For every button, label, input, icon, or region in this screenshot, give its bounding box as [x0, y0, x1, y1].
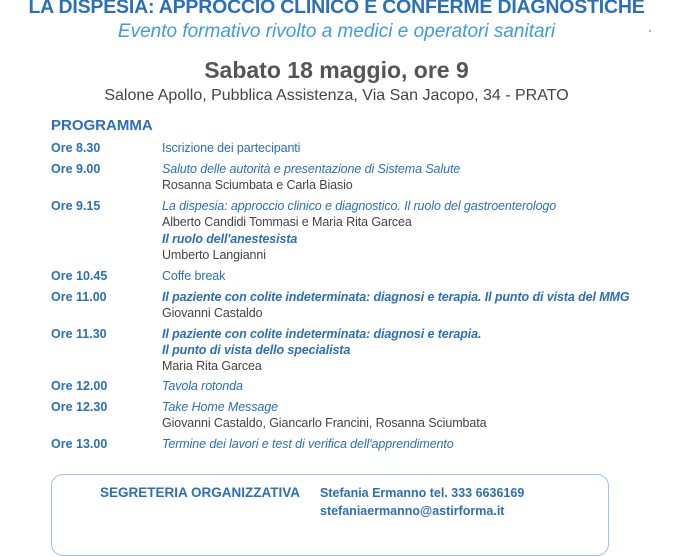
program-line: Il paziente con colite indeterminata: diagnosi e terapia. Il punto di vista del MMG	[162, 290, 630, 304]
program-line: Saluto delle autorità e presentazione di Sistema Salute	[162, 162, 461, 176]
program-line: Iscrizione dei partecipanti	[162, 141, 301, 155]
time-label: Ore 11.00	[51, 290, 107, 304]
program-line: Il punto di vista dello specialista	[162, 343, 351, 357]
program-speakers: Giovanni Castaldo	[162, 306, 263, 320]
time-label: Ore 9.15	[51, 199, 101, 213]
time-label: Ore 8.30	[51, 141, 101, 155]
event-date: Sabato 18 maggio, ore 9	[204, 57, 469, 83]
segreteria-label: SEGRETERIA ORGANIZZATIVA	[100, 485, 301, 500]
program-speakers: Umberto Langianni	[162, 248, 266, 262]
program-speakers: Rosanna Sciumbata e Carla Biasio	[162, 178, 353, 192]
page-subtitle: Evento formativo rivolto a medici e operatori sanitari	[117, 21, 556, 42]
time-label: Ore 11.30	[51, 327, 107, 341]
program-speakers: Maria Rita Garcea	[162, 359, 262, 373]
time-label: Ore 13.00	[51, 437, 108, 451]
program-line: La dispesia: approccio clinico e diagnostico. Il ruolo del gastroenterologo	[162, 199, 557, 213]
event-venue: Salone Apollo, Pubblica Assistenza, Via San Jacopo, 34 - PRATO	[104, 87, 569, 104]
program-speakers: Alberto Candidi Tommasi e Maria Rita Garcea	[162, 215, 412, 229]
decorative-dot	[649, 30, 651, 32]
program-line: Il ruolo dell'anestesista	[162, 232, 298, 246]
page-title: LA DISPESIA: APPROCCIO CLINICO E CONFERME DIAGNOSTICHE	[28, 0, 645, 18]
program-speakers: Giovanni Castaldo, Giancarlo Francini, Rosanna Sciumbata	[162, 416, 487, 430]
segreteria-contact: Stefania Ermanno tel. 333 6636169	[320, 486, 525, 500]
time-label: Ore 12.00	[51, 379, 108, 393]
programma-heading: PROGRAMMA	[51, 117, 153, 134]
time-label: Ore 10.45	[51, 269, 108, 283]
program-line: Il paziente con colite indeterminata: diagnosi e terapia.	[162, 327, 482, 341]
program-line: Take Home Message	[162, 400, 278, 414]
program-line: Coffe break	[162, 269, 226, 283]
time-label: Ore 12.30	[51, 400, 108, 414]
program-line: Termine dei lavori e test di verifica dell'apprendimento	[162, 437, 454, 451]
program-line: Tavola rotonda	[162, 379, 243, 393]
time-label: Ore 9.00	[51, 162, 101, 176]
segreteria-email[interactable]: stefaniaermanno@astirforma.it	[320, 504, 505, 518]
